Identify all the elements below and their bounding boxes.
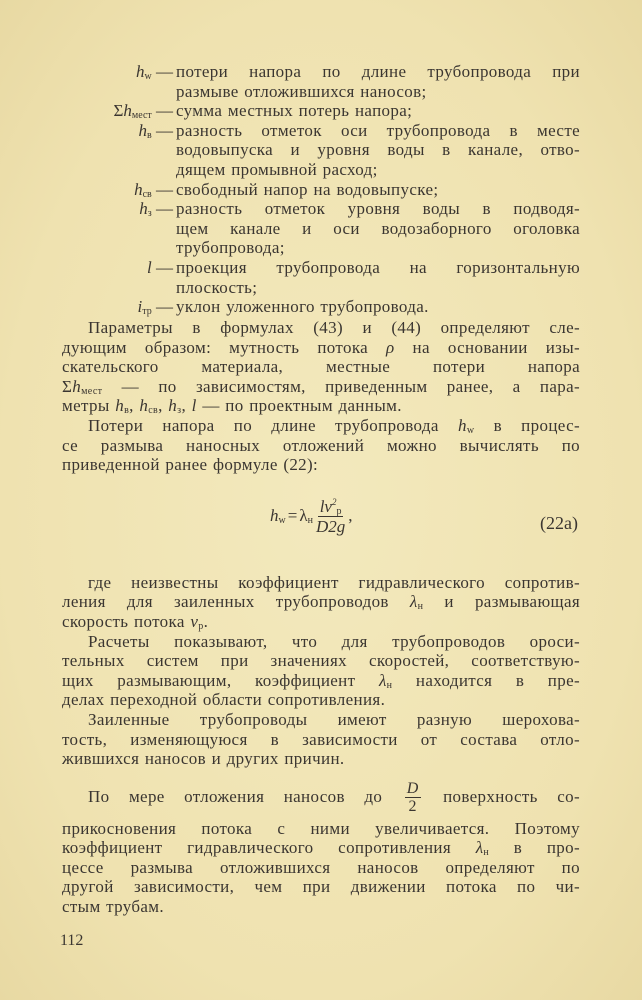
formula-fraction — [316, 497, 345, 536]
text-line — [176, 297, 580, 317]
symbol-base: l — [147, 257, 152, 277]
text-run: сумма местных потерь напора; — [176, 101, 413, 121]
paragraph — [62, 573, 580, 632]
paragraph — [62, 632, 580, 710]
definition-item — [62, 101, 580, 121]
text-run: поверхность со- — [423, 786, 580, 806]
text-run: другой зависимости, чем при движении потока по чи- — [62, 877, 580, 897]
definition-term — [62, 199, 173, 258]
text-run: щих размывающим, коэффициент — [62, 670, 379, 690]
math-symbol — [72, 377, 102, 396]
text-run: , — [129, 396, 140, 416]
definition-text — [173, 258, 580, 297]
definition-term — [62, 297, 173, 317]
math-symbol — [386, 338, 395, 357]
fraction-numerator: D — [406, 780, 419, 798]
math-symbol — [139, 396, 158, 415]
definition-term — [62, 180, 173, 200]
num-l: l — [319, 496, 325, 516]
text-line — [62, 396, 580, 416]
text-line — [62, 455, 580, 475]
symbol-subscript: w — [144, 71, 152, 82]
text-line — [62, 897, 580, 917]
definition-text — [173, 121, 580, 180]
symbol-base: v — [190, 611, 199, 631]
text-run: дующим образом: мутность потока — [62, 337, 387, 357]
symbol-base: h — [72, 376, 82, 396]
formula-h-sub: w — [278, 515, 286, 527]
text-run: По мере отложения наносов до — [88, 786, 402, 806]
symbol-subscript: св — [148, 405, 159, 417]
text-run: размыве отложившихся наносов; — [176, 81, 427, 101]
definition-text — [173, 62, 580, 101]
symbol-base: h — [138, 120, 148, 140]
text-line — [62, 573, 580, 593]
text-run: метры — [62, 396, 116, 416]
formula-comma: , — [348, 506, 353, 526]
text-run: жившихся наносов и других причин. — [62, 749, 345, 769]
text-run: водовыпуска и уровня воды в канале, отво- — [176, 140, 580, 160]
math-symbol — [115, 396, 129, 415]
paragraph — [62, 416, 580, 475]
text-run: Заиленные трубопроводы имеют разную шерохова- — [88, 709, 580, 729]
math-symbol — [379, 671, 392, 690]
text-line — [176, 219, 580, 239]
text-run: — по зависимостям, приведенным ранее, а пара- — [102, 376, 580, 396]
symbol-subscript: з — [177, 405, 182, 417]
symbol-base: λ — [475, 838, 484, 858]
text-run: тельных систем при значениях скоростей, соответствую- — [62, 651, 580, 671]
text-run: разность отметок уровня воды в подводя- — [176, 199, 580, 219]
symbol-base: λ — [409, 592, 418, 612]
text-line — [62, 632, 580, 652]
text-run: трубопровода; — [176, 238, 285, 258]
formula-denominator: D2g — [315, 516, 346, 536]
symbol-subscript: мест — [81, 385, 103, 397]
text-line — [176, 140, 580, 160]
symbol-base: h — [115, 396, 125, 416]
formula-equals: = — [287, 506, 298, 526]
text-line — [62, 377, 580, 397]
page-number: 112 — [60, 932, 84, 949]
text-line — [176, 278, 580, 298]
text-run: — по проектным данным. — [196, 396, 402, 416]
text-line — [62, 318, 580, 338]
definition-item — [62, 258, 580, 297]
text-line — [176, 62, 580, 82]
text-run: плоскость; — [176, 277, 258, 297]
text-line — [176, 258, 580, 278]
text-run: находится в пре- — [392, 670, 580, 690]
text-run: ления для заиленных трубопроводов — [62, 592, 410, 612]
text-line — [62, 819, 580, 839]
symbol-subscript: в — [124, 405, 130, 417]
text-line — [62, 338, 580, 358]
definition-item — [62, 62, 580, 101]
paragraph — [62, 318, 580, 416]
symbol-base: l — [191, 396, 197, 416]
text-run: стым трубам. — [62, 897, 164, 917]
symbol-base: h — [457, 415, 467, 435]
text-line — [176, 121, 580, 141]
num-sub: р — [336, 505, 342, 517]
text-run: скорость потока — [62, 611, 191, 631]
definition-text — [173, 297, 580, 317]
symbol-subscript: тр — [142, 306, 152, 318]
text-line — [62, 612, 580, 632]
text-run: дящем промывной расход; — [176, 159, 378, 179]
text-line — [176, 101, 580, 121]
text-line — [62, 416, 580, 436]
inline-fraction — [405, 780, 421, 815]
symbol-subscript: мест — [131, 110, 152, 122]
formula-numerator — [318, 497, 344, 517]
text-run: где неизвестны коэффициент гидравлического сопротив- — [88, 572, 580, 592]
body-text — [62, 318, 580, 917]
math-symbol — [139, 199, 151, 218]
text-run: делах переходной области сопротивления. — [62, 690, 386, 710]
symbol-base: h — [168, 396, 178, 416]
definition-text — [173, 180, 580, 200]
num-sup: 2 — [331, 496, 337, 507]
text-run: Σ — [113, 101, 124, 121]
text-run: в про- — [489, 838, 580, 858]
text-line — [62, 436, 580, 456]
text-line — [176, 238, 580, 258]
definition-dash: — — [151, 62, 173, 81]
text-run: щем канале и оси водозаборного оголовка — [176, 218, 580, 238]
definition-dash: — — [151, 179, 173, 199]
symbol-base: h — [139, 396, 149, 416]
text-line — [62, 858, 580, 878]
symbol-subscript: св — [142, 188, 152, 200]
symbol-base: h — [139, 199, 148, 219]
text-run: скательского материала, местные потери напора — [62, 357, 580, 377]
text-line — [176, 199, 580, 219]
symbol-definitions — [62, 62, 580, 317]
text-line — [62, 651, 580, 671]
text-line — [176, 180, 580, 200]
symbol-subscript: р — [198, 620, 204, 632]
text-line — [62, 838, 580, 858]
math-symbol — [136, 62, 152, 81]
text-line — [62, 357, 580, 377]
lambda-symbol: λ — [299, 506, 308, 526]
formula-lambda — [299, 506, 313, 526]
math-symbol — [458, 416, 474, 435]
definition-text — [173, 199, 580, 258]
math-symbol — [139, 121, 152, 140]
text-line — [62, 749, 580, 769]
text-run: потери напора по длине трубопровода при — [176, 62, 580, 81]
paragraph — [62, 777, 580, 917]
math-symbol — [168, 396, 181, 415]
math-symbol — [410, 592, 423, 611]
paragraph — [62, 710, 580, 769]
symbol-subscript: w — [466, 424, 475, 436]
text-run: , — [158, 396, 169, 416]
text-run: тость, изменяющуюся в зависимости от состава отло- — [62, 729, 580, 749]
text-run: уклон уложенного трубопровода. — [176, 297, 429, 317]
text-run: Расчеты показывают, что для трубопроводов ороси- — [88, 631, 580, 651]
symbol-base: h — [123, 101, 132, 121]
text-line — [62, 592, 580, 612]
text-line — [62, 690, 580, 710]
symbol-subscript: в — [147, 129, 152, 141]
text-run: коэффициент гидравлического сопротивления — [62, 838, 476, 858]
text-run: цессе размыва отложившихся наносов определяют по — [62, 857, 580, 877]
symbol-base: ρ — [386, 337, 395, 357]
math-symbol — [190, 612, 203, 631]
symbol-subscript: з — [147, 208, 152, 220]
formula-expression — [270, 497, 352, 536]
definition-term — [62, 258, 173, 297]
text-run: Потери напора по длине трубопровода — [88, 415, 458, 435]
text-run: в процес- — [474, 415, 580, 435]
text-line — [62, 777, 580, 817]
symbol-subscript: н — [483, 847, 490, 859]
math-symbol — [123, 101, 151, 120]
symbol-base: i — [137, 297, 143, 317]
formula-22a — [62, 475, 580, 573]
symbol-subscript: н — [417, 601, 424, 613]
symbol-subscript: н — [386, 679, 393, 691]
definition-term — [62, 62, 173, 101]
definition-item — [62, 199, 580, 258]
lambda-sub: н — [307, 515, 313, 527]
definition-dash: — — [151, 101, 173, 121]
text-line — [62, 671, 580, 691]
definition-term — [62, 101, 173, 121]
formula-h: h — [270, 506, 279, 526]
formula-lhs — [270, 506, 286, 526]
formula-number: (22a) — [540, 512, 578, 533]
definition-dash: — — [151, 257, 173, 277]
fraction-denominator: 2 — [408, 798, 417, 816]
definition-dash: — — [151, 297, 173, 317]
text-run: на основании изы- — [394, 337, 580, 357]
text-run: приведенной ранее формуле (22): — [62, 455, 319, 475]
symbol-base: h — [136, 62, 145, 81]
num-v: v — [324, 496, 332, 516]
text-run: свободный напор на водовыпуске; — [176, 179, 439, 199]
definition-item — [62, 180, 580, 200]
definition-dash: — — [151, 120, 173, 140]
symbol-base: h — [134, 179, 143, 199]
math-symbol — [138, 297, 152, 316]
text-run: Σ — [62, 376, 73, 396]
definition-term — [62, 121, 173, 180]
definition-text — [173, 101, 580, 121]
definition-item — [62, 297, 580, 317]
text-run: прикосновения потока с ними увеличивается. Поэтому — [62, 818, 580, 838]
text-run: . — [203, 611, 209, 631]
definition-item — [62, 121, 580, 180]
text-run: и размывающая — [423, 592, 581, 612]
text-line — [62, 877, 580, 897]
text-run: разность отметок оси трубопровода в месте — [176, 120, 580, 140]
definition-dash: — — [151, 199, 173, 219]
text-run: се размыва наносных отложений можно вычислять по — [62, 435, 580, 455]
text-run: Параметры в формулах (43) и (44) определяют сле- — [88, 318, 580, 337]
math-symbol — [476, 838, 489, 857]
text-run: , — [181, 396, 192, 416]
text-line — [62, 710, 580, 730]
text-run: проекция трубопровода на горизонтальную — [176, 257, 580, 277]
symbol-base: λ — [378, 670, 387, 690]
math-symbol — [134, 180, 152, 199]
text-line — [62, 730, 580, 750]
text-line — [176, 82, 580, 102]
text-line — [176, 160, 580, 180]
